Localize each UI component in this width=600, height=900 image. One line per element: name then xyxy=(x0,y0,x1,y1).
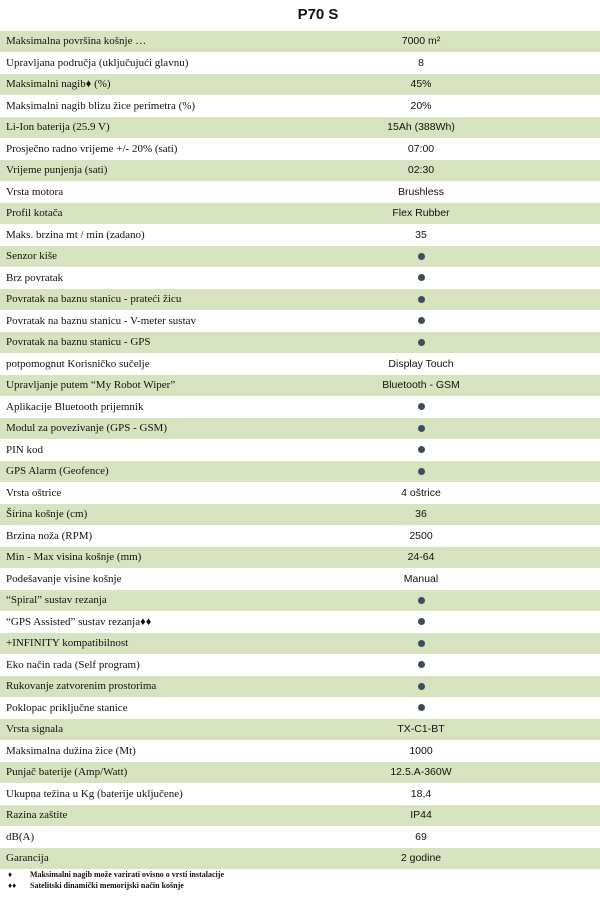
feature-dot-icon xyxy=(226,637,600,649)
dot-icon xyxy=(418,683,425,690)
table-row xyxy=(0,848,600,870)
table-row xyxy=(0,461,600,483)
spec-value: Brushless xyxy=(397,185,445,198)
footnote-symbol: ♦♦ xyxy=(8,881,17,890)
dot-icon xyxy=(418,618,425,625)
footnote xyxy=(8,869,224,880)
table-row xyxy=(0,375,600,397)
table-row xyxy=(0,268,600,290)
spec-label: dB(A) xyxy=(6,830,35,843)
footnote-text: Maksimalni nagib može varirati ovisno o vrsti instalacije xyxy=(30,870,224,879)
spec-value: 1000 xyxy=(409,744,433,757)
table-row xyxy=(0,633,600,655)
spec-value: Flex Rubber xyxy=(392,207,450,220)
table-row xyxy=(0,805,600,827)
product-title: P70 S xyxy=(297,6,339,23)
table-row xyxy=(0,827,600,849)
spec-label: “GPS Assisted” sustav rezanja♦♦ xyxy=(6,615,152,628)
spec-label: Min - Max visina košnje (mm) xyxy=(6,551,142,564)
spec-label: Rukovanje zatvorenim prostorima xyxy=(6,680,157,693)
table-row xyxy=(0,74,600,96)
table-row xyxy=(0,160,600,182)
spec-label: Brzina noža (RPM) xyxy=(6,529,93,542)
spec-label: PIN kod xyxy=(6,443,43,456)
spec-label: Brz povratak xyxy=(6,271,64,284)
spec-label: Maksimalna površina košnje … xyxy=(6,35,147,48)
dot-icon xyxy=(418,274,425,281)
table-row xyxy=(0,182,600,204)
table-row xyxy=(0,612,600,634)
dot-icon xyxy=(418,253,425,260)
spec-label: Maksimalni nagib blizu žice perimetra (%) xyxy=(6,99,196,112)
spec-value: 2500 xyxy=(409,529,433,542)
table-row xyxy=(0,569,600,591)
feature-dot-icon xyxy=(226,422,600,434)
spec-value: 15Ah (388Wh) xyxy=(387,121,455,134)
footnote xyxy=(8,880,224,891)
spec-label: Povratak na baznu stanicu - V-meter sustav xyxy=(6,314,197,327)
dot-icon xyxy=(418,468,425,475)
table-row xyxy=(0,784,600,806)
spec-label: Punjač baterije (Amp/Watt) xyxy=(6,766,128,779)
table-row xyxy=(0,483,600,505)
spec-label: Širina košnje (cm) xyxy=(6,508,88,521)
spec-value: Manual xyxy=(403,572,439,585)
spec-label: Razina zaštite xyxy=(6,809,68,822)
spec-value: 8 xyxy=(418,56,424,69)
spec-label: Vrsta signala xyxy=(6,723,64,736)
table-row xyxy=(0,590,600,612)
spec-label: Vrsta motora xyxy=(6,185,64,198)
spec-label: Povratak na baznu stanicu - GPS xyxy=(6,336,151,349)
dot-icon xyxy=(418,704,425,711)
spec-value: Display Touch xyxy=(388,357,454,370)
spec-value: 24-64 xyxy=(407,551,435,564)
spec-value: 2 godine xyxy=(400,852,442,865)
feature-dot-icon xyxy=(226,465,600,477)
spec-label: Poklopac priključne stanice xyxy=(6,701,128,714)
feature-dot-icon xyxy=(226,293,600,305)
dot-icon xyxy=(418,403,425,410)
spec-label: Podešavanje visine košnje xyxy=(6,572,122,585)
table-row xyxy=(0,246,600,268)
table-row xyxy=(0,418,600,440)
feature-dot-icon xyxy=(226,680,600,692)
table-row xyxy=(0,53,600,75)
table-row xyxy=(0,655,600,677)
dot-icon xyxy=(418,339,425,346)
table-row xyxy=(0,117,600,139)
spec-value: 35 xyxy=(415,228,427,241)
table-row xyxy=(0,311,600,333)
table-row xyxy=(0,96,600,118)
feature-dot-icon xyxy=(226,702,600,714)
dot-icon xyxy=(418,425,425,432)
spec-value: 69 xyxy=(415,830,427,843)
spec-label: potpomognut Korisničko sučelje xyxy=(6,357,150,370)
spec-value: 7000 m² xyxy=(401,35,441,48)
spec-value: IP44 xyxy=(410,809,432,822)
table-row xyxy=(0,676,600,698)
table-row xyxy=(0,332,600,354)
table-row xyxy=(0,203,600,225)
spec-label: Modul za povezivanje (GPS - GSM) xyxy=(6,422,168,435)
table-row xyxy=(0,741,600,763)
feature-dot-icon xyxy=(226,594,600,606)
spec-label: Vrijeme punjenja (sati) xyxy=(6,164,108,177)
spec-value: 07:00 xyxy=(407,142,435,155)
dot-icon xyxy=(418,597,425,604)
spec-label: Ukupna težina u Kg (baterije uključene) xyxy=(6,787,183,800)
table-row xyxy=(0,547,600,569)
table-row xyxy=(0,762,600,784)
table-row xyxy=(0,698,600,720)
feature-dot-icon xyxy=(226,272,600,284)
table-row xyxy=(0,440,600,462)
table-row xyxy=(0,719,600,741)
spec-label: Aplikacije Bluetooth prijemnik xyxy=(6,400,144,413)
spec-value: Bluetooth - GSM xyxy=(382,379,460,392)
feature-dot-icon xyxy=(226,616,600,628)
spec-label: Senzor kiše xyxy=(6,250,58,263)
spec-label: Li-Ion baterija (25.9 V) xyxy=(6,121,110,134)
spec-label: +INFINITY kompatibilnost xyxy=(6,637,129,650)
feature-dot-icon xyxy=(226,250,600,262)
spec-label: Vrsta oštrice xyxy=(6,486,62,499)
header xyxy=(0,0,600,31)
spec-table xyxy=(0,31,600,870)
spec-label: Prosječno radno vrijeme +/- 20% (sati) xyxy=(6,142,178,155)
table-row xyxy=(0,289,600,311)
spec-value: 18,4 xyxy=(410,787,432,800)
table-row xyxy=(0,139,600,161)
spec-value: 36 xyxy=(415,508,427,521)
spec-label: Eko način rada (Self program) xyxy=(6,658,140,671)
table-row xyxy=(0,504,600,526)
feature-dot-icon xyxy=(226,315,600,327)
footnote-text: Satelitski dinamički memorijski način košnje xyxy=(30,881,184,890)
feature-dot-icon xyxy=(226,336,600,348)
spec-label: Profil kotača xyxy=(6,207,63,220)
feature-dot-icon xyxy=(226,659,600,671)
dot-icon xyxy=(418,296,425,303)
spec-label: Povratak na baznu stanicu - prateći žicu xyxy=(6,293,182,306)
dot-icon xyxy=(418,661,425,668)
footnotes xyxy=(8,869,224,891)
spec-label: Maks. brzina mt / min (zadano) xyxy=(6,228,145,241)
spec-value: 02:30 xyxy=(407,164,435,177)
dot-icon xyxy=(418,317,425,324)
spec-label: Maksimalni nagib♦ (%) xyxy=(6,78,111,91)
feature-dot-icon xyxy=(226,444,600,456)
spec-label: Upravljanje putem “My Robot Wiper” xyxy=(6,379,176,392)
feature-dot-icon xyxy=(226,401,600,413)
spec-label: GPS Alarm (Geofence) xyxy=(6,465,109,478)
table-row xyxy=(0,397,600,419)
spec-label: Maksimalna dužina žice (Mt) xyxy=(6,744,136,757)
dot-icon xyxy=(418,640,425,647)
spec-label: “Spiral” sustav rezanja xyxy=(6,594,107,607)
footnote-symbol: ♦ xyxy=(8,870,13,879)
table-row xyxy=(0,354,600,376)
table-row xyxy=(0,31,600,53)
table-row xyxy=(0,225,600,247)
spec-label: Upravljana područja (uključujući glavnu) xyxy=(6,56,189,69)
spec-value: 45% xyxy=(410,78,432,91)
table-row xyxy=(0,526,600,548)
spec-value: TX-C1-BT xyxy=(397,723,445,736)
spec-value: 4 oštrice xyxy=(401,486,441,499)
dot-icon xyxy=(418,446,425,453)
spec-value: 12.5.A-360W xyxy=(390,766,452,779)
spec-value: 20% xyxy=(410,99,432,112)
spec-label: Garancija xyxy=(6,852,49,865)
